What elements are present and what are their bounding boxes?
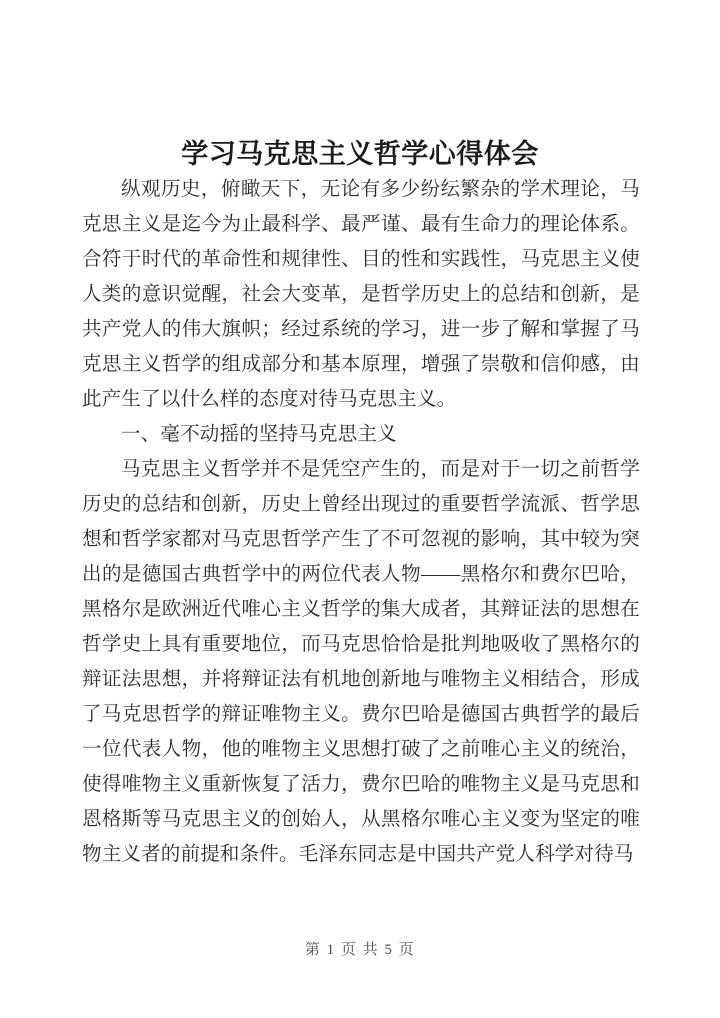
- page-title: 学习马克思主义哲学心得体会: [181, 139, 539, 170]
- body-paragraph: 纵观历史，俯瞰天下，无论有多少纷纭繁杂的学术理论，马克思主义是迄今为止最科学、最严谨、最有生命力的理论体系。合符于时代的革命性和规律性、目的性和实践性，马克思主义使人类的意识觉醒，社会大变革，是哲学历史上的总结和创新，是共产党人的伟大旗帜；经过系统的学习，进一步了解和掌握了马克思主义哲学的组成部分和基本原理，增强了崇敬和信仰感，由此产生了以什么样的态度对待马克思主义。: [82, 179, 640, 410]
- body-paragraph: 马克思主义哲学并不是凭空产生的，而是对于一切之前哲学历史的总结和创新，历史上曾经出现过的重要哲学流派、哲学思想和哲学家都对马克思哲学产生了不可忽视的影响，其中较为突出的是德国古典哲学中的两位代表人物——黑格尔和费尔巴哈，黑格尔是欧洲近代唯心主义哲学的集大成者，其辩证法的思想在哲学史上具有重要地位，而马克思恰恰是批判地吸收了黑格尔的辩证法思想，并将辩证法有机地创新地与唯物主义相结合，形成了马克思哲学的辩证唯物主义。费尔巴哈是德国古典哲学的最后一位代表人物，他的唯物主义思想打破了之前唯心主义的统治，使得唯物主义重新恢复了活力，费尔巴哈的唯物主义是马克思和恩格斯等马克思主义的创始人，从黑格尔唯心主义变为坚定的唯物主义者的前提和条件。毛泽东同志是中国共产党人科学对待马: [82, 459, 640, 865]
- page-footer: 第 1 页 共 5 页: [304, 942, 416, 958]
- section-heading: 一、毫不动摇的坚持马克思主义: [121, 424, 397, 445]
- document-body: [82, 172, 640, 872]
